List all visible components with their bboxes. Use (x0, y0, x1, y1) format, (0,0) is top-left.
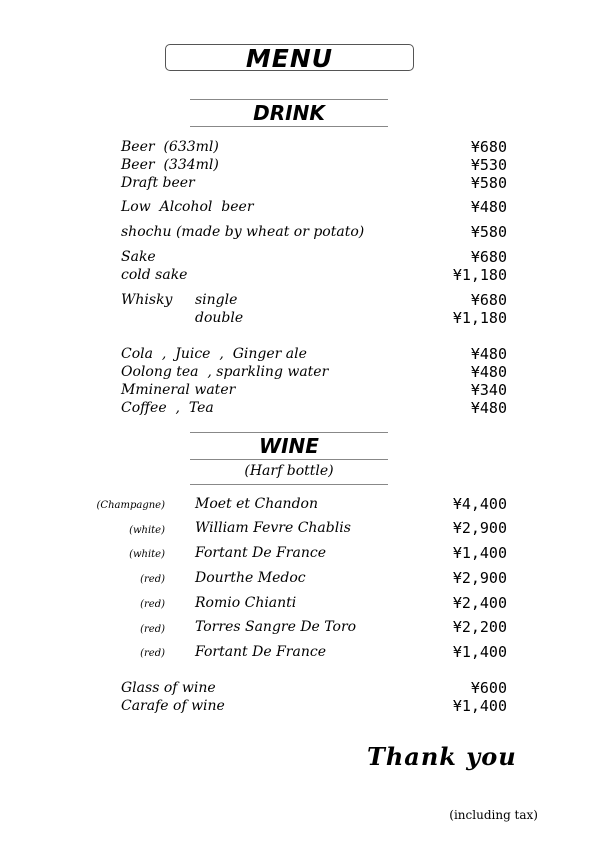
wine-subheading: (Harf bottle) (190, 460, 388, 485)
wine-price: ¥1,400 (452, 643, 507, 661)
drink-item-price: ¥580 (470, 174, 507, 192)
wine-name: Fortant De France (195, 644, 326, 660)
wine-extra-price: ¥1,400 (452, 697, 507, 715)
wine-name: Moet et Chandon (195, 496, 318, 512)
drink-item-price: ¥480 (470, 399, 507, 417)
wine-extra-price: ¥600 (470, 679, 507, 697)
drink-item-name: Beer (334ml) (121, 157, 219, 173)
wine-type: (Champagne) (96, 500, 165, 511)
wine-extra-name: Carafe of wine (121, 698, 225, 714)
drink-item-price: ¥530 (470, 156, 507, 174)
wine-price: ¥1,400 (452, 544, 507, 562)
drink-item-price: ¥1,180 (452, 266, 507, 284)
thank-you-text: Thank you (367, 742, 517, 771)
drink-item-size: single (195, 292, 238, 308)
drink-item-name: Low Alcohol beer (121, 199, 254, 215)
menu-title-box (165, 44, 414, 71)
drink-item-price: ¥680 (470, 248, 507, 266)
drink-heading: DRINK (190, 99, 388, 127)
drink-item-name: Coffee , Tea (121, 400, 214, 416)
wine-extra-name: Glass of wine (121, 680, 216, 696)
wine-price: ¥2,200 (452, 618, 507, 636)
drink-item-name: Sake (121, 249, 156, 265)
drink-item-name: Cola , Juice , Ginger ale (121, 346, 307, 362)
wine-type: (red) (140, 599, 165, 610)
wine-name: Dourthe Medoc (195, 570, 306, 586)
wine-name: William Fevre Chablis (195, 520, 351, 536)
drink-item-price: ¥680 (470, 138, 507, 156)
wine-type: (red) (140, 648, 165, 659)
drink-item-name: Oolong tea , sparkling water (121, 364, 329, 380)
wine-heading: WINE (190, 432, 388, 460)
wine-type: (red) (140, 574, 165, 585)
wine-name: Fortant De France (195, 545, 326, 561)
drink-item-name: shochu (made by wheat or potato) (121, 224, 365, 240)
wine-price: ¥4,400 (452, 495, 507, 513)
drink-item-name: Beer (633ml) (121, 139, 219, 155)
drink-item-name: Mmineral water (121, 382, 236, 398)
tax-note: (including tax) (449, 808, 538, 822)
wine-price: ¥2,900 (452, 519, 507, 537)
drink-item-size: double (195, 310, 244, 326)
wine-name: Romio Chianti (195, 595, 297, 611)
drink-item-price: ¥680 (470, 291, 507, 309)
drink-item-name: Whisky (121, 292, 173, 308)
drink-item-price: ¥580 (470, 223, 507, 241)
wine-price: ¥2,900 (452, 569, 507, 587)
drink-item-name: Draft beer (121, 175, 195, 191)
drink-item-price: ¥480 (470, 345, 507, 363)
drink-item-name: cold sake (121, 267, 188, 283)
drink-item-price: ¥340 (470, 381, 507, 399)
drink-item-price: ¥480 (470, 198, 507, 216)
wine-price: ¥2,400 (452, 594, 507, 612)
menu-title: MENU (245, 44, 334, 73)
drink-item-price: ¥1,180 (452, 309, 507, 327)
wine-type: (white) (129, 525, 165, 536)
drink-item-price: ¥480 (470, 363, 507, 381)
wine-type: (red) (140, 624, 165, 635)
wine-name: Torres Sangre De Toro (195, 619, 357, 635)
wine-type: (white) (129, 549, 165, 560)
